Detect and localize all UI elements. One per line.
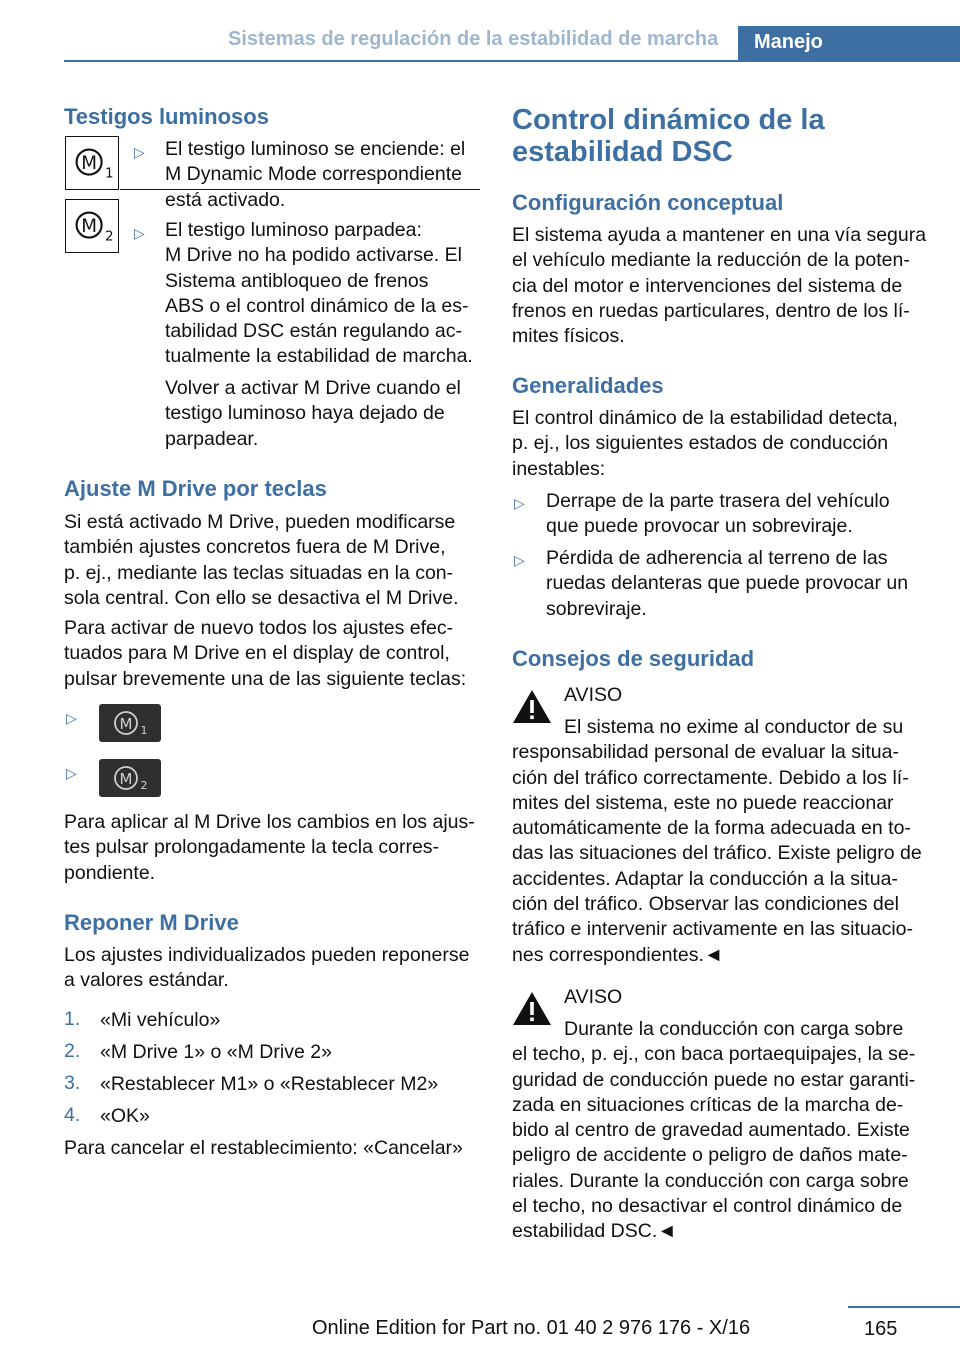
- m2-button-icon: [99, 759, 161, 797]
- bullet-triangle-icon: ▷: [514, 495, 525, 511]
- ajuste-paragraph-1: Si está activado M Drive, pueden modificarse también ajustes concretos fuera de M Drive, p. ej., mediante las teclas situadas en la con- sola central. Con ello se desactiva el M Drive.: [64, 511, 459, 609]
- m1-button-label: 1: [140, 724, 148, 737]
- svg-text:M: M: [81, 152, 98, 174]
- m1-indicator-icon: [65, 136, 119, 190]
- svg-text:M: M: [119, 715, 133, 733]
- step-text: «Restablecer M1» o «Restablecer M2»: [100, 1073, 439, 1095]
- m1-button-icon: [99, 704, 161, 742]
- svg-text:M: M: [81, 215, 98, 237]
- configuracion-paragraph: El sistema ayuda a mantener en una vía segura el vehículo mediante la reducción de la poten- cia del motor e intervenciones del sistema de frenos en ruedas particulares, dentro de los lí- mites físicos.: [512, 224, 927, 348]
- testigo-1-text: El testigo luminoso se enciende: el M Dynamic Mode correspondiente está activado.: [165, 138, 466, 211]
- aviso-label: AVISO: [564, 684, 623, 706]
- step-text: «Mi vehículo»: [100, 1009, 221, 1031]
- step-number: 4.: [64, 1104, 81, 1126]
- footer-edition: Online Edition for Part no. 01 40 2 976 176 - X/16: [312, 1317, 751, 1339]
- step-number: 2.: [64, 1040, 81, 1062]
- bullet-triangle-icon: ▷: [66, 765, 77, 781]
- page-number: 165: [864, 1318, 898, 1340]
- step-text: «M Drive 1» o «M Drive 2»: [100, 1041, 332, 1063]
- ajuste-paragraph-3: Para aplicar al M Drive los cambios en los ajus- tes pulsar prolongadamente la tecla corres- pondiente.: [64, 811, 475, 884]
- generalidades-paragraph: El control dinámico de la estabilidad detecta, p. ej., los siguientes estados de conducción inestables:: [512, 407, 898, 480]
- step-number: 3.: [64, 1072, 81, 1094]
- m2-indicator-label: 2: [105, 228, 114, 245]
- warning-1-text: El sistema no exime al conductor de su responsabilidad personal de evaluar la situa- ción del tráfico correctamente. Debido a los lí- mites del sistema, este no puede reaccionar automáticamente de la forma adecuada en to- das las situaciones del tráfico. Existe peligro de accidentes. Adaptar la conducción a la situa- ción del tráfico. Observar las condiciones del tráfico e intervenir activamente en las situacio- nes correspondientes.◄: [512, 716, 922, 966]
- step-number: 1.: [64, 1008, 81, 1030]
- aviso-label: AVISO: [564, 986, 623, 1008]
- bullet-triangle-icon: ▷: [134, 144, 145, 160]
- running-header-section: Sistemas de regulación de la estabilidad de marcha: [228, 28, 719, 50]
- bullet-triangle-icon: ▷: [134, 225, 145, 241]
- footer-rule: [848, 1306, 960, 1308]
- header-rule: [64, 60, 738, 62]
- bullet-item: Pérdida de adherencia al terreno de las ruedas delanteras que puede provocar un sobreviraje.: [546, 547, 909, 620]
- main-heading: Control dinámico de la estabilidad DSC: [512, 104, 825, 168]
- bullet-triangle-icon: ▷: [514, 552, 525, 568]
- svg-text:M: M: [119, 770, 133, 788]
- bullet-triangle-icon: ▷: [66, 710, 77, 726]
- heading-testigos: Testigos luminosos: [64, 104, 269, 129]
- step-text: «OK»: [100, 1105, 150, 1127]
- cancel-paragraph: Para cancelar el restablecimiento: «Cancelar»: [64, 1137, 463, 1159]
- ajuste-paragraph-2: Para activar de nuevo todos los ajustes efec- tuados para M Drive en el display de control, pulsar brevemente una de las siguiente teclas:: [64, 617, 467, 690]
- m1-indicator-label: 1: [105, 165, 114, 182]
- reponer-paragraph: Los ajustes individualizados pueden reponerse a valores estándar.: [64, 944, 470, 992]
- chapter-tab: Manejo: [738, 26, 960, 62]
- heading-configuracion: Configuración conceptual: [512, 190, 784, 215]
- warning-2-text: Durante la conducción con carga sobre el techo, p. ej., con baca portaequipajes, la se- guridad de conducción puede no estar garanti- zada en situaciones críticas de la marcha de- bido al centro de gravedad aumentado. Existe peligro de accidente o peligro de daños mate- riales. Durante la conducción con carga sobre el techo, no desactivar el control dinámico de estabilidad DSC.◄: [512, 1018, 916, 1243]
- heading-ajuste: Ajuste M Drive por teclas: [64, 476, 327, 501]
- m2-indicator-icon: [65, 199, 119, 253]
- heading-reponer: Reponer M Drive: [64, 910, 239, 935]
- testigo-2-text: El testigo luminoso parpadea: M Drive no ha podido activarse. El Sistema antibloqueo de frenos ABS o el control dinámico de la es- tabilidad DSC están regulando ac- tualmente la estabilidad de marcha.: [165, 219, 473, 368]
- heading-consejos: Consejos de seguridad: [512, 646, 755, 671]
- testigo-2b-text: Volver a activar M Drive cuando el testigo luminoso haya dejado de parpadear.: [165, 377, 461, 450]
- m2-button-label: 2: [140, 779, 148, 792]
- bullet-item: Derrape de la parte trasera del vehículo que puede provocar un sobreviraje.: [546, 490, 890, 538]
- heading-generalidades: Generalidades: [512, 373, 664, 398]
